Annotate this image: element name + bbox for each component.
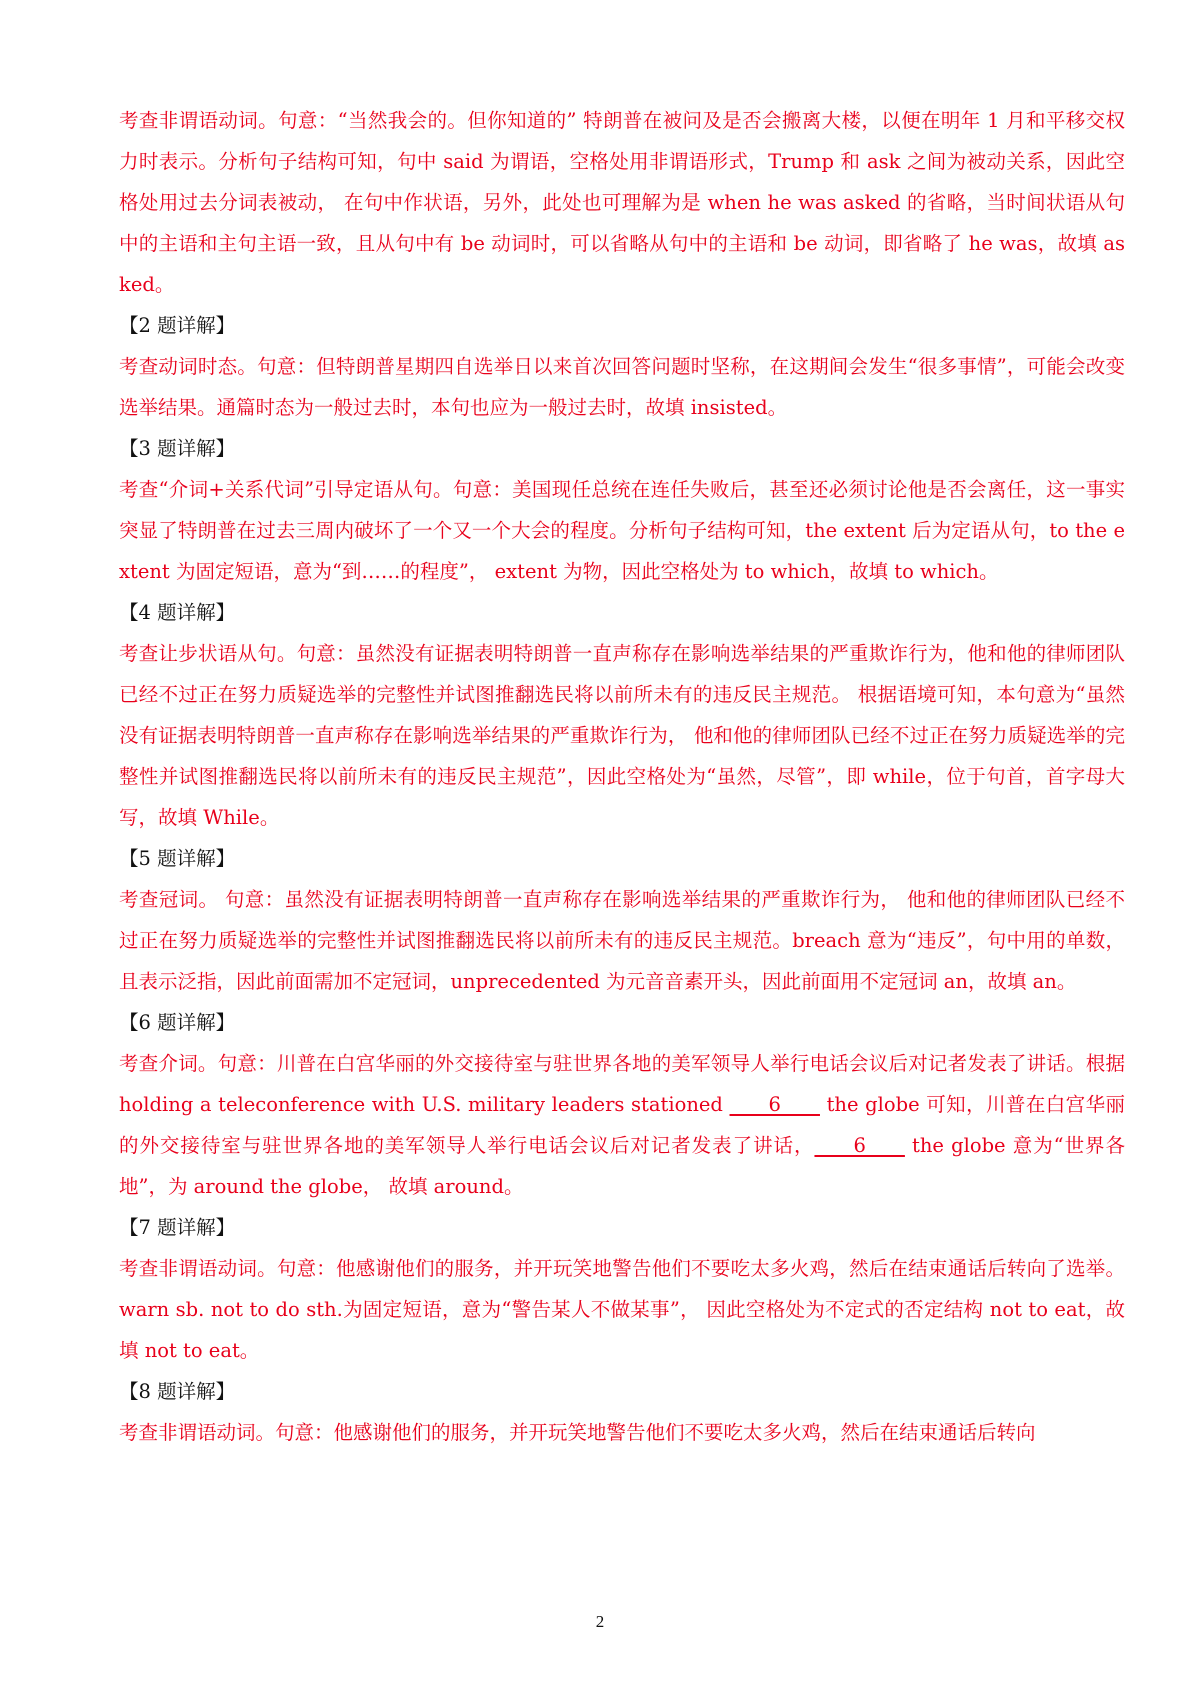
answer-8-heading: 【8 题详解】 xyxy=(119,1380,236,1403)
page-number: 2 xyxy=(595,1612,605,1631)
answer-7-heading: 【7 题详解】 xyxy=(119,1216,236,1239)
answer-8-explanation: 考查非谓语动词。句意：他感谢他们的服务，并开玩笑地警告他们不要吃太多火鸡，然后在结束通话后转向 xyxy=(119,1421,1036,1444)
answer-6-heading: 【6 题详解】 xyxy=(119,1011,236,1034)
answer-5-heading: 【5 题详解】 xyxy=(119,847,236,870)
answer-4-heading: 【4 题详解】 xyxy=(119,601,236,624)
answer-2-explanation: 考查动词时态。句意：但特朗普星期四自选举日以来首次回答问题时坚称，在这期间会发生“很多事情”，可能会改变选举结果。通篇时态为一般过去时，本句也应为一般过去时，故填 insisted。 xyxy=(119,355,1125,419)
answer-1-explanation: 考查非谓语动词。句意：“当然我会的。但你知道的” 特朗普在被问及是否会搬离大楼，以便在明年 1 月和平移交权力时表示。分析句子结构可知，句中 said 为谓语，空格处用非谓语形式，Trump 和 ask 之间为被动关系，因此空格处用过去分词表被动， 在句中作状语，另外，此处也可理解为是 when he was asked 的省略，当时间状语从句中的主语和主句主语一致，且从句中有 be 动词时，可以省略从句中的主语和 be 动词，即省略了 he was，故填 asked。 xyxy=(119,109,1125,296)
answer-4-explanation: 考查让步状语从句。句意：虽然没有证据表明特朗普一直声称存在影响选举结果的严重欺诈行为，他和他的律师团队已经不过正在努力质疑选举的完整性并试图推翻选民将以前所未有的违反民主规范。 根据语境可知，本句意为“虽然没有证据表明特朗普一直声称存在影响选举结果的严重欺诈行为， 他和他的律师团队已经不过正在努力质疑选举的完整性并试图推翻选民将以前所未有的违反民主规范”，因此空格处为“虽然，尽管”，即 while，位于句首，首字母大写，故填 While。 xyxy=(119,642,1125,829)
answer-7-explanation: 考查非谓语动词。句意：他感谢他们的服务，并开玩笑地警告他们不要吃太多火鸡，然后在结束通话后转向了选举。warn sb. not to do sth.为固定短语，意为“警告某人不做某事”， 因此空格处为不定式的否定结构 not to eat，故填 not to eat。 xyxy=(119,1257,1125,1362)
answer-6-blank-2: ____6____ xyxy=(814,1134,905,1157)
answer-3-heading: 【3 题详解】 xyxy=(119,437,236,460)
answer-6-blank-1: ____6____ xyxy=(729,1093,820,1116)
answer-3-explanation: 考查“介词+关系代词”引导定语从句。句意：美国现任总统在连任失败后，甚至还必须讨论他是否会离任，这一事实突显了特朗普在过去三周内破坏了一个又一个大会的程度。分析句子结构可知，the extent 后为定语从句，to the extent 为固定短语，意为“到……的程度”， extent 为物，因此空格处为 to which，故填 to which。 xyxy=(119,478,1125,583)
answer-5-explanation: 考查冠词。 句意：虽然没有证据表明特朗普一直声称存在影响选举结果的严重欺诈行为， 他和他的律师团队已经不过正在努力质疑选举的完整性并试图推翻选民将以前所未有的违反民主规范。breach 意为“违反”，句中用的单数，且表示泛指，因此前面需加不定冠词，unprecedented 为元音音素开头，因此前面用不定冠词 an，故填 an。 xyxy=(119,888,1125,993)
answer-6-text-part-1: 考查介词。句意：川普在白宫华丽的外交接待室与驻世界各地的美军领导人举行电话会议后对记者发表了讲话。根据 holding a teleconference with U.S. military leaders stationed xyxy=(119,1052,1125,1116)
answer-6-text-part-3: the globe 意为“世界各地”，为 around the globe， 故填 around。 xyxy=(119,1134,1125,1198)
document-page xyxy=(119,100,1125,1453)
answer-2-heading: 【2 题详解】 xyxy=(119,314,236,337)
answer-6-explanation xyxy=(119,1043,1125,1207)
answer-6-text-part-2: the globe 可知，川普在白宫华丽的外交接待室与驻世界各地的美军领导人举行电话会议后对记者发表了讲话， xyxy=(119,1093,1126,1157)
